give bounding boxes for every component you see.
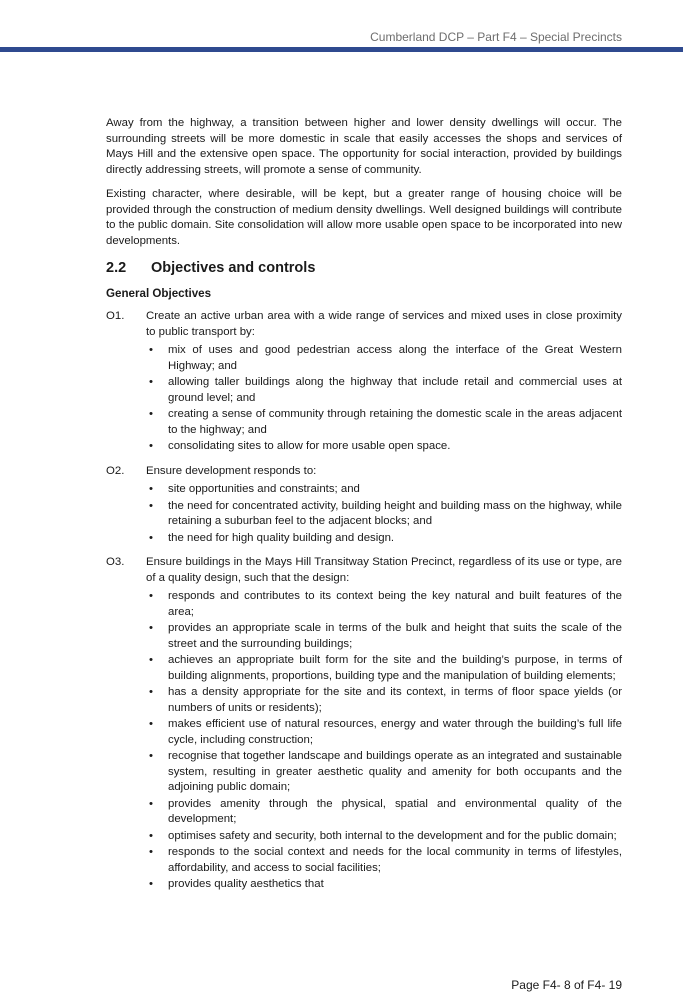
bullet-glyph: • [149,531,153,544]
header-rule [0,47,683,52]
section-number: 2.2 [106,260,127,276]
list-item [146,845,622,876]
bullet-glyph: • [149,829,153,842]
bullet-glyph: • [149,376,153,388]
list-item [146,717,622,748]
list-item-text: provides an appropriate scale in terms of the bulk and height that suits the scale of the street and the surrounding buildings; [168,622,622,650]
section-title: Objectives and controls [151,260,316,276]
list-item-text: has a density appropriate for the site and its context, in terms of floor space yields (or numbers of units or residents); [168,686,622,714]
bullet-glyph: • [149,878,153,890]
objective-body [146,464,622,548]
bullet-glyph: • [149,499,153,512]
list-item-text: makes efficient use of natural resources, energy and water through the building’s full life cycle, including construction; [168,718,622,746]
list-item [146,653,622,684]
bullet-glyph: • [149,797,153,810]
objective-body [146,555,622,894]
list-item-text: site opportunities and constraints; and [168,483,360,495]
list-item-text: responds and contributes to its context being the key natural and built features of the area; [168,590,622,618]
list-item [146,531,622,547]
objective-body [146,309,622,456]
objective-intro: Ensure buildings in the Mays Hill Transitway Station Precinct, regardless of its use or type, are of a quality design, such that the design: [146,556,622,584]
objective-o2 [106,464,622,548]
bullet-glyph: • [149,440,153,452]
list-item [146,343,622,374]
list-item [146,407,622,438]
objective-bullet-list [146,589,622,893]
list-item-text: allowing taller buildings along the highway that include retail and commercial uses at ground level; and [168,376,622,404]
bullet-glyph: • [149,344,153,356]
header-title: Cumberland DCP – Part F4 – Special Precincts [370,30,622,44]
list-item-text: consolidating sites to allow for more usable open space. [168,440,451,452]
bullet-glyph: • [149,408,153,420]
list-item-text: the need for high quality building and design. [168,531,395,544]
page-number: Page F4- 8 of F4- 19 [511,978,622,992]
intro-paragraph-1: Away from the highway, a transition between higher and lower density dwellings will occur. The surrounding streets will be more domestic in scale that easily accesses the shops and services of Mays Hill and the extensive open space. The opportunity for social interaction, provided by buildings directly addressing streets, will promote a sense of community. [106,117,622,176]
objective-intro: Ensure development responds to: [146,464,317,477]
list-item [146,482,622,498]
list-item-text: recognise that together landscape and buildings operate as an integrated and sustainable system, resulting in greater aesthetic quality and amenity for both occupants and the adjoining public domain; [168,750,622,793]
list-item [146,375,622,406]
list-item-text: the need for concentrated activity, building height and building mass on the highway, while retaining a suburban feel to the adjacent blocks; and [168,499,622,527]
list-item-text: optimises safety and security, both internal to the development and for the public domain; [168,829,617,842]
list-item [146,589,622,620]
bullet-glyph: • [149,622,153,634]
objective-bullet-list [146,343,622,455]
list-item-text: provides amenity through the physical, spatial and environmental quality of the development; [168,797,622,825]
list-item-text: achieves an appropriate built form for the site and the building’s purpose, in terms of building alignments, proportions, building type and the manipulation of building elements; [168,654,622,682]
list-item [146,685,622,716]
page-header [0,0,683,52]
subheading-general-objectives: General Objectives [106,287,212,300]
list-item-text: creating a sense of community through retaining the domestic scale in the areas adjacent to the highway; and [168,408,622,436]
bullet-glyph: • [149,590,153,602]
list-item [146,797,622,828]
objective-o3 [106,555,622,894]
objective-bullet-list [146,482,622,546]
document-body [106,116,622,902]
bullet-glyph: • [149,686,153,698]
objective-intro: Create an active urban area with a wide range of services and mixed uses in close proximity to public transport by: [146,310,622,338]
bullet-glyph: • [149,718,153,730]
objective-o1 [106,309,622,456]
list-item [146,499,622,530]
bullet-glyph: • [149,750,153,762]
section-heading [106,259,622,277]
bullet-glyph: • [149,483,153,495]
bullet-glyph: • [149,654,153,666]
list-item [146,621,622,652]
list-item-text: mix of uses and good pedestrian access along the interface of the Great Western Highway; and [168,344,622,372]
list-item-text: responds to the social context and needs for the local community in terms of lifestyles, affordability, and access to social facilities; [168,846,622,874]
objective-code: O2. [106,464,125,477]
list-item-text: provides quality aesthetics that [168,878,324,890]
list-item [146,829,622,845]
list-item [146,439,622,455]
objective-code: O3. [106,556,125,568]
bullet-glyph: • [149,846,153,858]
objective-code: O1. [106,310,125,322]
list-item [146,749,622,796]
list-item [146,877,622,893]
intro-paragraph-2: Existing character, where desirable, will be kept, but a greater range of housing choice will be provided through the construction of medium density dwellings. Well designed buildings will contribute to the public domain. Site consolidation will allow more usable open space to be incorporated into new developments. [106,188,622,247]
